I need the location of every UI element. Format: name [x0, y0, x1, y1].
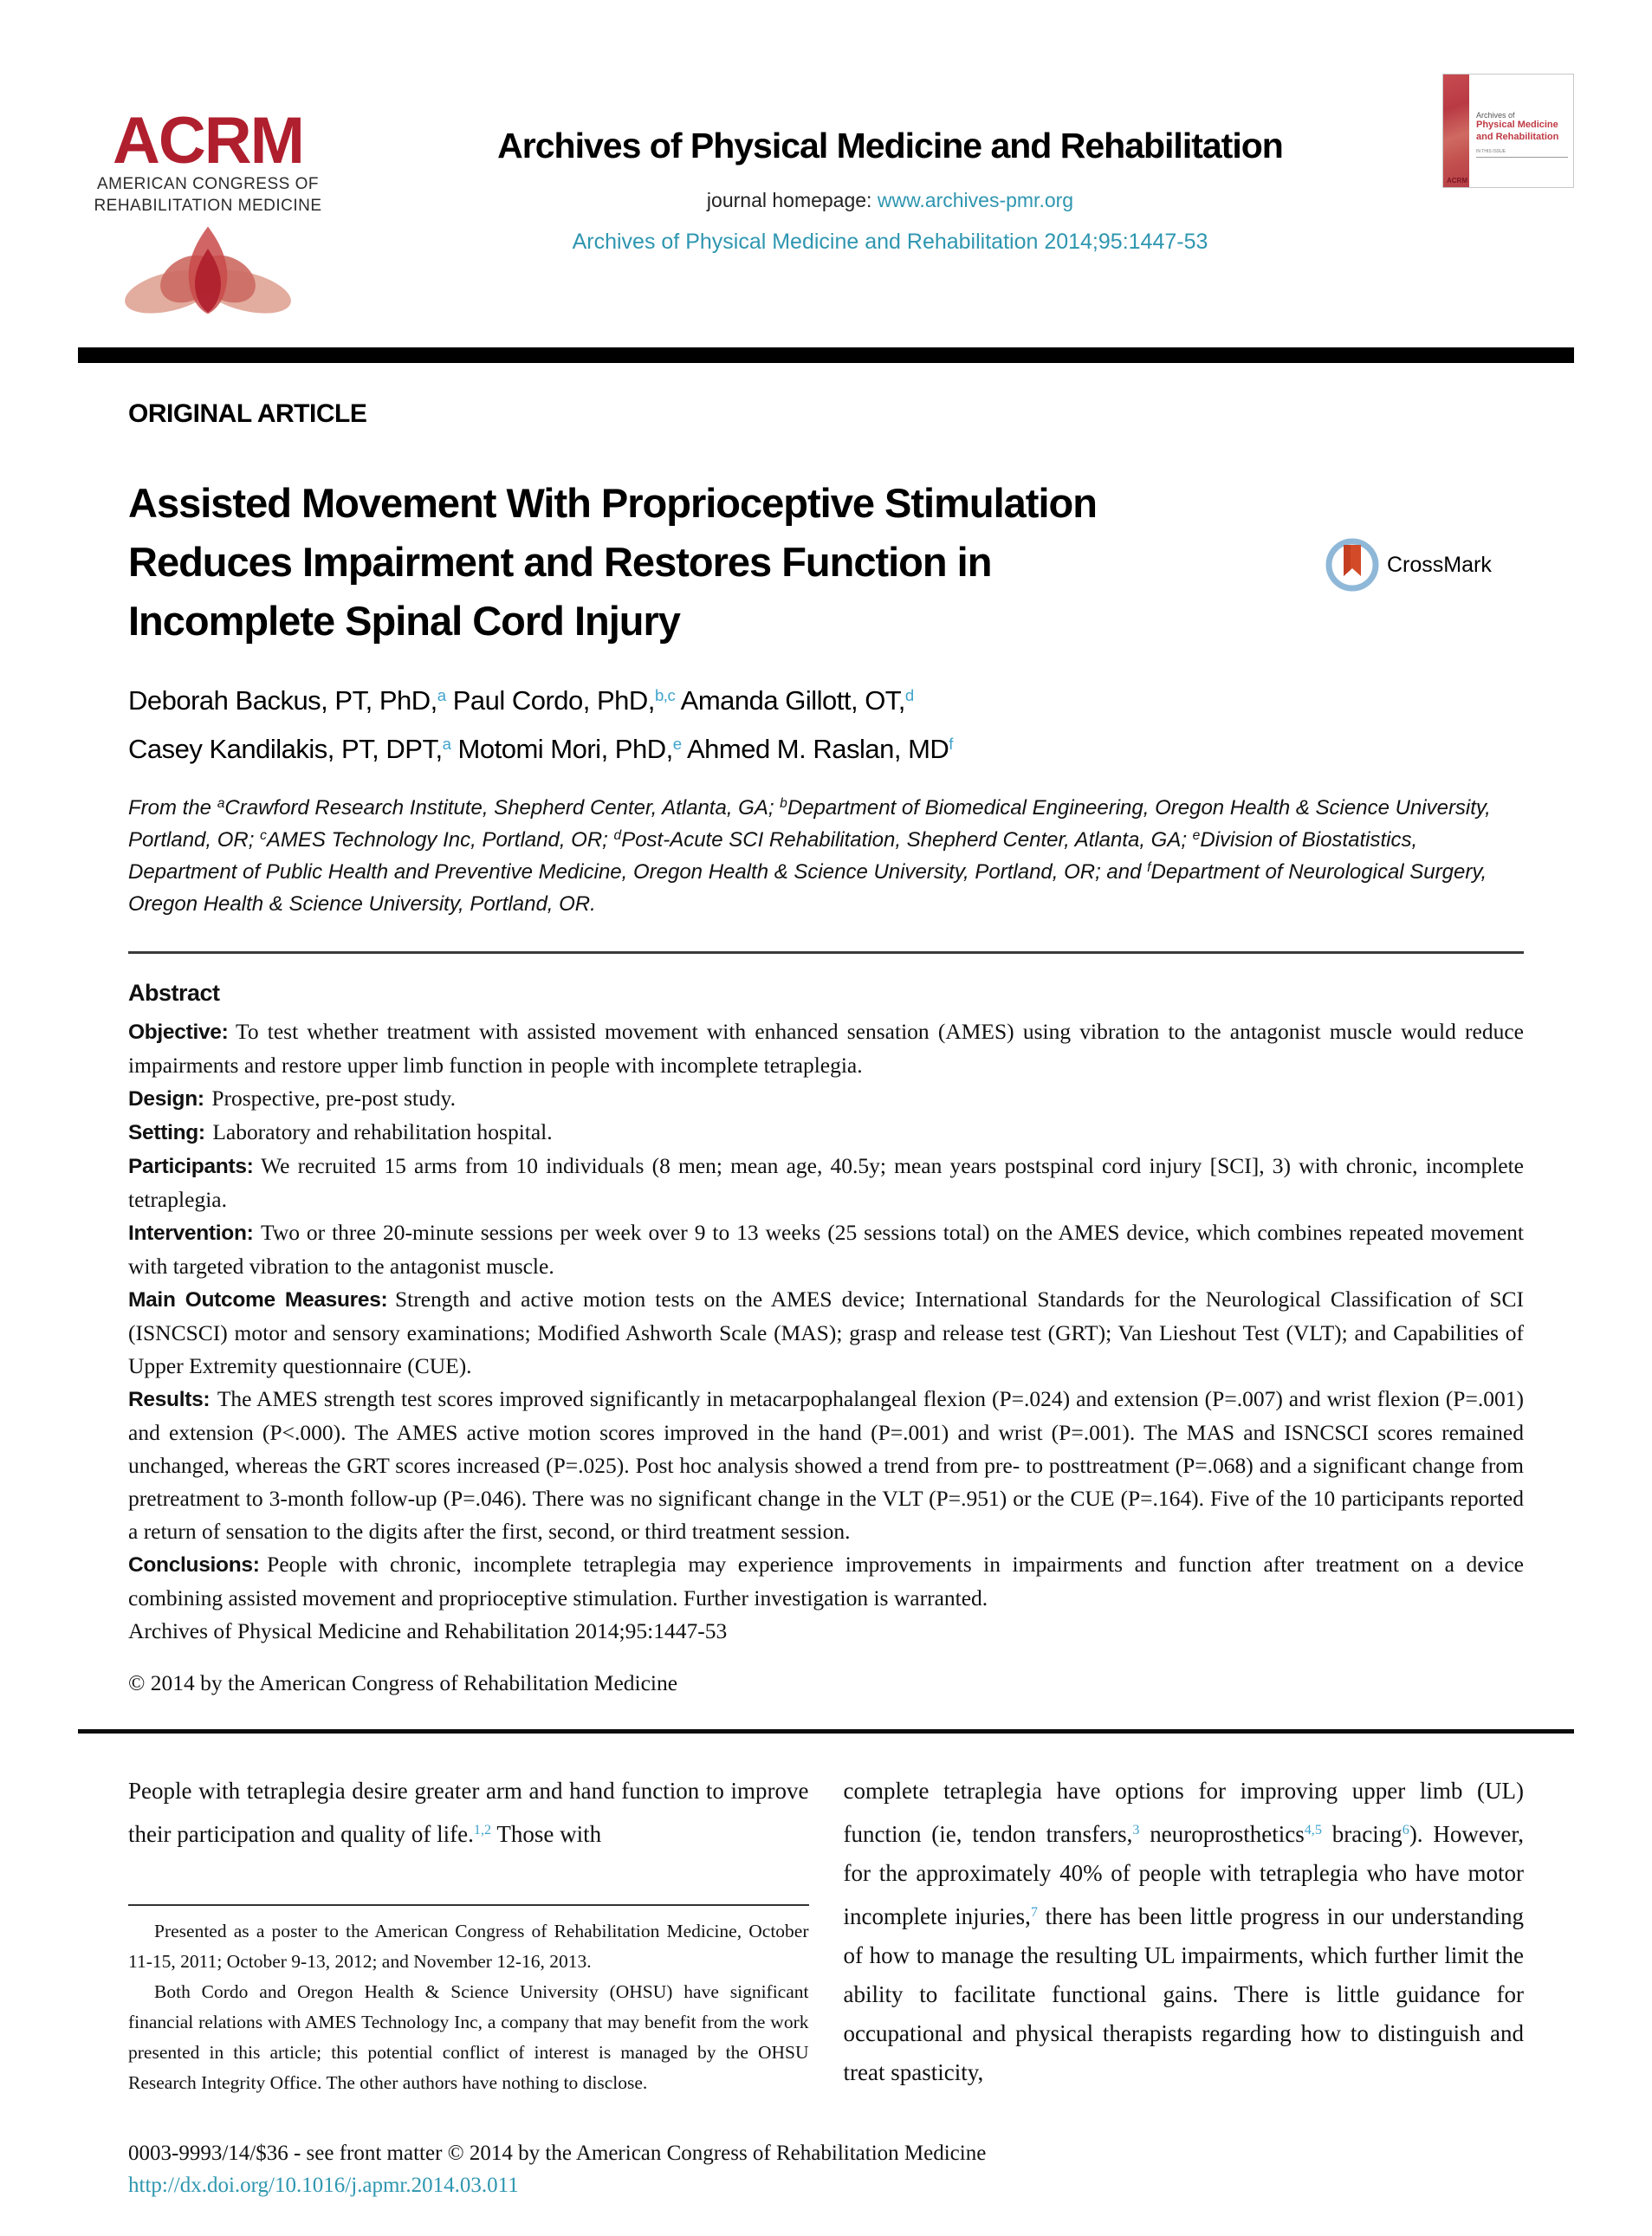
abstract-design: Design: Prospective, pre-post study. — [128, 1086, 456, 1112]
author: Deborah Backus, PT, PhD, — [128, 685, 437, 716]
header-citation-link[interactable]: Archives of Physical Medicine and Rehabilitation 2014;95:1447-53 — [572, 230, 1208, 254]
abstract-heading: Abstract — [128, 980, 220, 1007]
footnote-block — [128, 1904, 809, 2098]
abstract-copyright: © 2014 by the American Congress of Rehabilitation Medicine — [128, 1670, 678, 1696]
footnote-disclosure: Both Cordo and Oregon Health & Science University (OHSU) have significant financial relations with AMES Technology Inc, a company that may benefit from the work presented in this article; this potential conflict of interest is managed by the OHSU Research Integrity Office. The other authors have nothing to disclose. — [128, 1981, 809, 2094]
acrm-logo — [78, 74, 338, 321]
reference-mark[interactable]: 3 — [1132, 1822, 1140, 1838]
body-paragraph-right: complete tetraplegia have options for improving upper limb (UL) function (ie, tendon transfers,$^3$ neuroprosthetics$^{4,5}$ bracing$^6$). However, for the approximately 40% of people with tetraplegia who have motor incomplete injuries,$^7$ there has been little progress in our understanding of how to manage the resulting UL impairments, which further limit the ability to facilitate functional gains. There is little guidance for occupational and physical therapists regarding how to distinguish and treat spasticity, — [843, 1778, 1524, 2086]
cover-line2: Physical Medicine — [1476, 120, 1558, 130]
author: Paul Cordo, PhD, — [445, 685, 655, 716]
abstract-objective: Objective: To test whether treatment with assisted movement with enhanced sensation (AMES) using vibration to the antagonist muscle would reduce impairments and restore upper limb function in people with incomplete tetraplegia. — [128, 1019, 1524, 1079]
title-row — [128, 474, 1524, 651]
journal-cover-thumbnail — [1442, 74, 1574, 188]
title-line-3: Incomplete Spinal Cord Injury — [128, 598, 680, 645]
author-affil-ref: a — [437, 686, 446, 705]
author: Amanda Gillott, OT, — [675, 685, 905, 716]
footer-copyright: 0003-9993/14/$36 - see front matter © 2014 by the American Congress of Rehabilitation Medicine — [128, 2142, 987, 2166]
footnote-presentation: Presented as a poster to the American Congress of Rehabilitation Medicine, October 11-15, 2011; October 9-13, 2012; and November 12-16, 2013. — [128, 1921, 809, 1973]
reference-mark[interactable]: 7 — [1030, 1904, 1038, 1921]
crossmark-label: CrossMark — [1387, 552, 1492, 577]
body-top-rule — [78, 1729, 1574, 1734]
author: Ahmed M. Raslan, MD — [681, 733, 949, 764]
cover-acrm-mark: ACRM — [1447, 177, 1467, 185]
body-paragraph-left: People with tetraplegia desire greater arm and hand function to improve their participation and quality of life.$^{1,2}$ Those with — [128, 1778, 809, 1848]
author-list — [128, 677, 1524, 772]
right-column — [844, 1772, 1525, 2098]
journal-masthead — [338, 74, 1442, 255]
footnote-rule — [128, 1904, 809, 1906]
reference-mark[interactable]: 1,2 — [473, 1822, 492, 1838]
abstract-conclusions: Conclusions: People with chronic, incomplete tetraplegia may experience improvements in impairments and function after treatment on a device combining assisted movement and proprioceptive stimulation. Further investigation is warranted. — [128, 1552, 1524, 1611]
affiliations: From the $^a$Crawford Research Institute, Shepherd Center, Atlanta, GA; $^b$Department of Biomedical Engineering, Oregon Health & Science University, Portland, OR; $^c$AMES Technology Inc, Portland, OR; $^d$Post-Acute SCI Rehabilitation, Shepherd Center, Atlanta, GA; $^e$Division of Biostatistics, Department of Public Health and Preventive Medicine, Oregon Health & Science University, Portland, OR; and $^f$Department of Neurological Surgery, Oregon Health & Science University, Portland, OR. — [128, 795, 1491, 917]
section-label: ORIGINAL ARTICLE — [128, 399, 367, 429]
journal-title: Archives of Physical Medicine and Rehabilitation — [497, 126, 1283, 165]
homepage-label: journal homepage: — [706, 189, 878, 211]
body-columns — [128, 1772, 1524, 2098]
abstract-top-rule — [128, 951, 1524, 954]
header-divider-bar — [78, 347, 1574, 363]
article-title — [128, 474, 1325, 651]
author-affil-ref: f — [949, 734, 953, 753]
abstract-results: Results: The AMES strength test scores improved significantly in metacarpophalangeal flexion (P=.024) and extension (P=.007) and wrist flexion (P=.001) and extension (P<.000). The AMES active motion scores improved in the hand (P=.001) and wrist (P=.001). The MAS and ISNCSCI scores remained unchanged, whereas the GRT scores increased (P=.025). Post hoc analysis showed a trend from pre- to posttreatment (P=.068) and a significant change from pretreatment to 3-month follow-up (P=.046). There was no significant change in the VLT (P=.951) or the CUE (P=.164). Five of the 10 participants reported a return of sensation to the digits after the first, second, or third treatment session. — [128, 1386, 1524, 1545]
cover-issue-label: IN THIS ISSUE — [1476, 149, 1568, 158]
page-footer — [128, 2138, 1524, 2201]
acrm-logo-line1: AMERICAN CONGRESS OF — [97, 175, 319, 193]
cover-line3: and Rehabilitation — [1476, 131, 1559, 142]
abstract-participants: Participants: We recruited 15 arms from 10 individuals (8 men; mean age, 40.5y; mean years postspinal cord injury [SCI], 3) with chronic, incomplete tetraplegia. — [128, 1153, 1524, 1213]
abstract-main-outcome-measures: Main Outcome Measures: Strength and active motion tests on the AMES device; International Standards for the Neurological Classification of SCI (ISNCSCI) motor and sensory examinations; Modified Ashworth Scale (MAS); grasp and release test (GRT); Van Lieshout Test (VLT); and Capabilities of Upper Extremity questionnaire (CUE). — [128, 1287, 1524, 1379]
cover-red-band — [1443, 75, 1469, 187]
cover-line1: Archives of — [1476, 111, 1515, 120]
author: Motomi Mori, PhD, — [450, 733, 673, 764]
abstract-intervention: Intervention: Two or three 20-minute sessions per week over 9 to 13 weeks (25 sessions total) on the AMES device, which combines repeated movement with targeted vibration to the antagonist muscle. — [128, 1220, 1524, 1280]
acrm-logo-line2: REHABILITATION MEDICINE — [94, 196, 322, 215]
reference-mark[interactable]: 4,5 — [1304, 1822, 1322, 1838]
homepage-link[interactable]: www.archives-pmr.org — [877, 189, 1074, 211]
header-citation — [338, 230, 1442, 255]
abstract-section — [128, 980, 1524, 1700]
author-affil-ref: d — [904, 686, 914, 705]
author-affil-ref: e — [672, 734, 682, 753]
doi-link[interactable]: http://dx.doi.org/10.1016/j.apmr.2014.03.011 — [128, 2173, 519, 2197]
cover-text — [1469, 75, 1573, 187]
title-line-1: Assisted Movement With Proprioceptive Stimulation — [128, 480, 1097, 527]
abstract-citation: Archives of Physical Medicine and Rehabilitation 2014;95:1447-53 — [128, 1618, 728, 1644]
reference-mark[interactable]: 6 — [1402, 1822, 1409, 1838]
title-line-2: Reduces Impairment and Restores Function in — [128, 539, 992, 586]
left-column — [128, 1772, 809, 2098]
author: Casey Kandilakis, PT, DPT, — [128, 733, 443, 764]
abstract-setting: Setting: Laboratory and rehabilitation hospital. — [128, 1119, 553, 1145]
crossmark-badge[interactable] — [1325, 479, 1524, 651]
journal-homepage-line — [338, 189, 1442, 212]
author-affil-ref: a — [442, 734, 451, 753]
journal-header — [78, 74, 1574, 321]
author-affil-ref: b,c — [654, 686, 676, 705]
acrm-logo-acronym: ACRM — [113, 104, 303, 178]
lotus-flower-icon — [113, 222, 303, 317]
crossmark-icon — [1325, 537, 1380, 593]
